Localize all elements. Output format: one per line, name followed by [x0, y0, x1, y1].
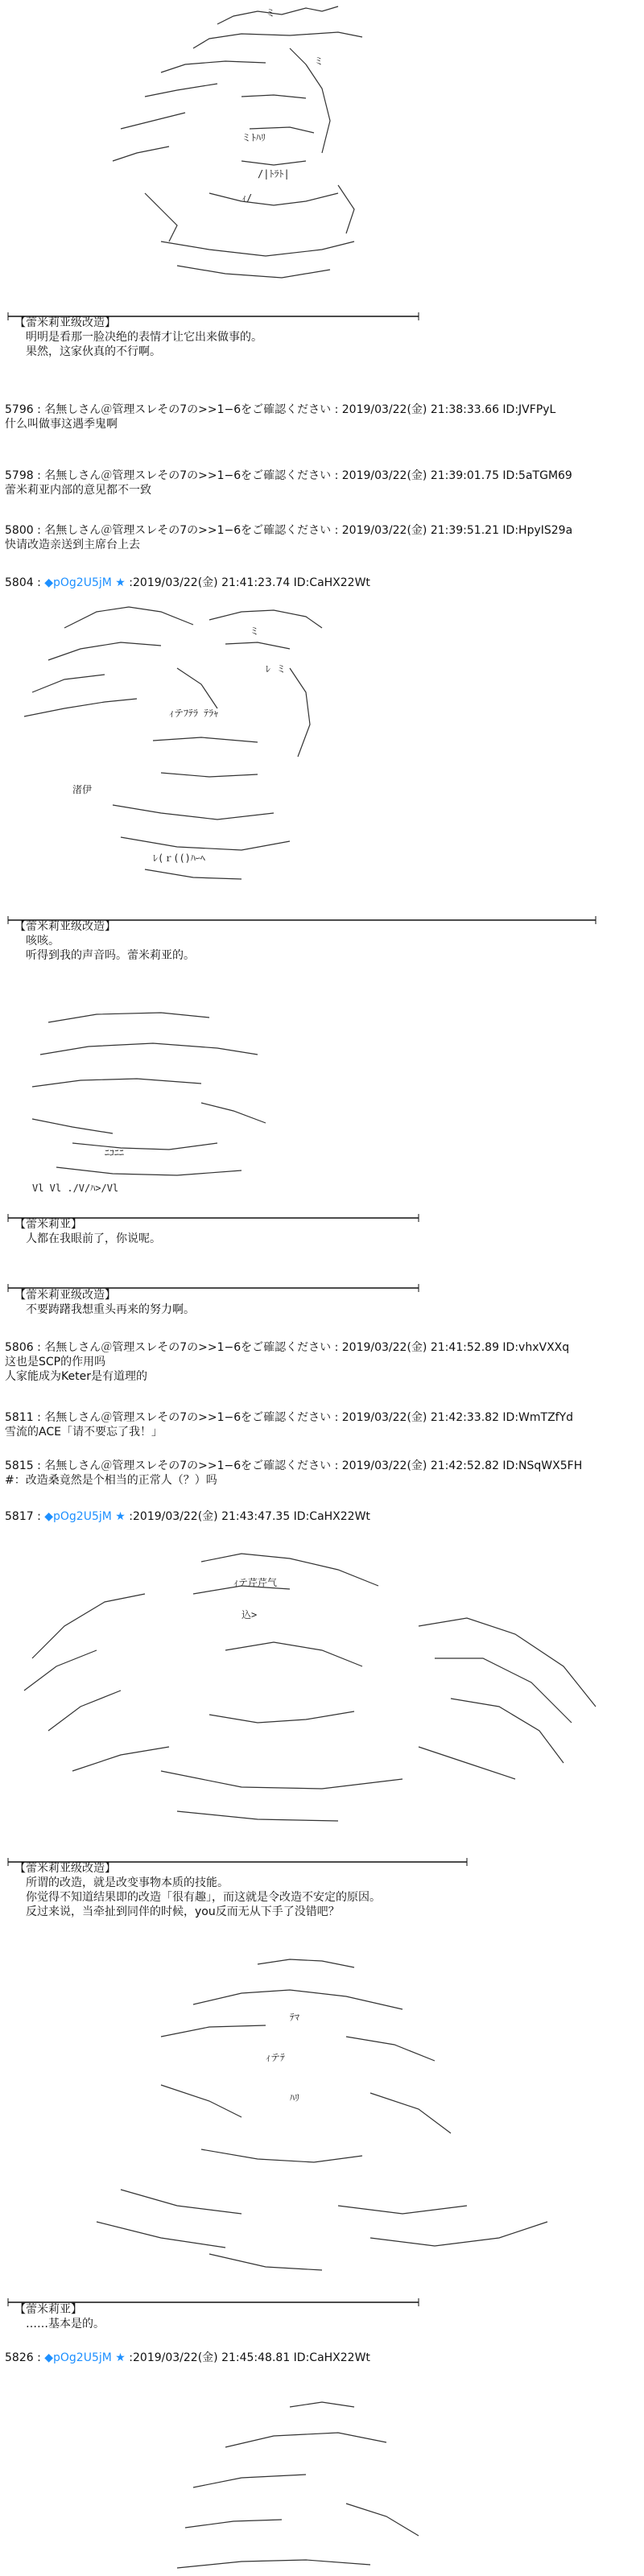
art5-text-1: ｨテﾃ	[266, 2052, 286, 2063]
art2-text-4: ﾚ(ｒ(()ﾊｰﾍ	[153, 852, 205, 864]
art3-text-0: ﾆｺﾆﾆ	[105, 1147, 125, 1158]
reply-post	[5, 1459, 582, 1488]
op-post-header	[5, 1509, 370, 1524]
dialogue-line: 反过来说，当牵扯到同伴的时候，you反而无从下手了没错吧？	[26, 1905, 340, 1918]
reply-post	[5, 523, 572, 552]
speaker: 【蕾米莉亚级改造】	[14, 1862, 116, 1875]
art1-text-1: ミ	[314, 56, 324, 67]
post-header: 5815 : 名無しさん＠管理スレその7の>>1−6をご確認ください : 2019/03/22(金) 21:42:52.82 ID:NSqWX5FH	[5, 1459, 583, 1472]
ascii-art-remilia-6	[0, 2375, 644, 2576]
post-meta: :2019/03/22(金) 21:45:48.81 ID:CaHX22Wt	[129, 2351, 370, 2364]
speaker: 【蕾米莉亚级改造】	[14, 920, 116, 933]
art4-text-1: 込>	[242, 1609, 258, 1620]
dialogue-line: 不要踌躇我想重头再来的努力啊。	[26, 1303, 195, 1316]
speaker: 【蕾米莉亚级改造】	[14, 1289, 116, 1302]
post-body: 蕾米莉亚内部的意见都不一致	[5, 484, 151, 497]
dialogue-line: 咳咳。	[26, 935, 60, 947]
art1-text-2: ミﾄﾊﾘ	[242, 132, 266, 143]
post-body: #：改造桑竟然是个相当的正常人（？）吗	[5, 1474, 217, 1487]
op-post-header	[5, 576, 370, 590]
dialogue-block	[14, 1861, 381, 1919]
art1-text-0: ミ	[266, 7, 276, 19]
tripcode: ◆pOg2U5jM ★	[44, 2351, 126, 2364]
ascii-art-remilia-5	[0, 1948, 644, 2286]
post-body: 人家能成为Keter是有道理的	[5, 1370, 147, 1383]
ascii-art-remilia-1	[0, 0, 644, 306]
op-post-header	[5, 2351, 370, 2365]
post-header: 5811 : 名無しさん＠管理スレその7の>>1−6をご確認ください : 2019/03/22(金) 21:42:33.82 ID:WmTZfYd	[5, 1411, 574, 1424]
dialogue-line: 你觉得不知道结果即的改造「很有趣」，而这就是令改造不安定的原因。	[26, 1891, 381, 1904]
post-number: 5826 :	[5, 2351, 41, 2364]
art2-text-0: ミ	[250, 625, 260, 637]
post-header: 5798 : 名無しさん＠管理スレその7の>>1−6をご確認ください : 2019/03/22(金) 21:39:01.75 ID:5aTGM69	[5, 469, 572, 482]
dialogue-line: 果然，这家伙真的不行啊。	[26, 345, 161, 358]
speaker: 【蕾米莉亚】	[14, 1218, 82, 1231]
ascii-art-remilia-3	[0, 1006, 644, 1216]
reply-post	[5, 469, 572, 497]
dialogue-block	[14, 919, 195, 963]
reply-post	[5, 1340, 569, 1384]
post-meta: :2019/03/22(金) 21:41:23.74 ID:CaHX22Wt	[129, 576, 370, 589]
dialogue-line: 明明是看那一脸决绝的表情才让它出来做事的。	[26, 331, 262, 344]
dialogue-line: 所谓的改造，就是改变事物本质的技能。	[26, 1876, 229, 1889]
post-header: 5806 : 名無しさん＠管理スレその7の>>1−6をご確認ください : 2019/03/22(金) 21:41:52.89 ID:vhxVXXq	[5, 1341, 570, 1354]
art2-text-3: 渚伊	[72, 784, 93, 795]
post-meta: :2019/03/22(金) 21:43:47.35 ID:CaHX22Wt	[129, 1510, 370, 1523]
post-number: 5817 :	[5, 1510, 41, 1523]
art2-text-1: ﾚ ミ	[266, 663, 287, 675]
dialogue-block	[14, 1217, 161, 1246]
dialogue-line: ……基本是的。	[26, 2318, 105, 2330]
post-header: 5800 : 名無しさん＠管理スレその7の>>1−6をご確認ください : 2019/03/22(金) 21:39:51.21 ID:HpyIS29a	[5, 524, 573, 537]
dialogue-block	[14, 316, 262, 359]
reply-post	[5, 1410, 573, 1439]
post-body: 这也是SCP的作用吗	[5, 1356, 106, 1368]
dialogue-line: 听得到我的声音吗。蕾米莉亚的。	[26, 949, 195, 962]
art1-text-3: /|ﾄﾗﾄ|	[258, 168, 290, 180]
art3-text-1: Vl Vl ./V/ﾊ>/Vl	[32, 1183, 119, 1194]
art2-text-2: ｨテﾌﾃﾗ ﾃﾗｬ	[169, 708, 219, 719]
speaker: 【蕾米莉亚级改造】	[14, 316, 116, 329]
post-body: 雪流的ACE「请不要忘了我！」	[5, 1426, 163, 1439]
art4-text-0: ｨテ芹芹气	[233, 1577, 278, 1588]
post-header: 5796 : 名無しさん＠管理スレその7の>>1−6をご確認ください : 2019/03/22(金) 21:38:33.66 ID:JVFPyL	[5, 403, 556, 416]
art5-text-0: ﾃﾏ	[290, 2012, 300, 2023]
tripcode: ◆pOg2U5jM ★	[44, 576, 126, 589]
art5-text-2: ﾊﾘ	[290, 2092, 300, 2103]
dialogue-line: 人都在我眼前了，你说呢。	[26, 1232, 161, 1245]
dialogue-block	[14, 1288, 195, 1317]
post-body: 快请改造亲送到主席台上去	[5, 539, 140, 551]
art1-text-4: ｨ/	[242, 192, 253, 204]
tripcode: ◆pOg2U5jM ★	[44, 1510, 126, 1523]
speaker: 【蕾米莉亚】	[14, 2303, 82, 2316]
reply-post	[5, 402, 555, 431]
dialogue-block	[14, 2302, 105, 2331]
post-body: 什么叫做事这遇季鬼啊	[5, 418, 118, 431]
ascii-art-remilia-2	[0, 596, 644, 910]
post-number: 5804 :	[5, 576, 41, 589]
ascii-art-remilia-4	[0, 1530, 644, 1852]
